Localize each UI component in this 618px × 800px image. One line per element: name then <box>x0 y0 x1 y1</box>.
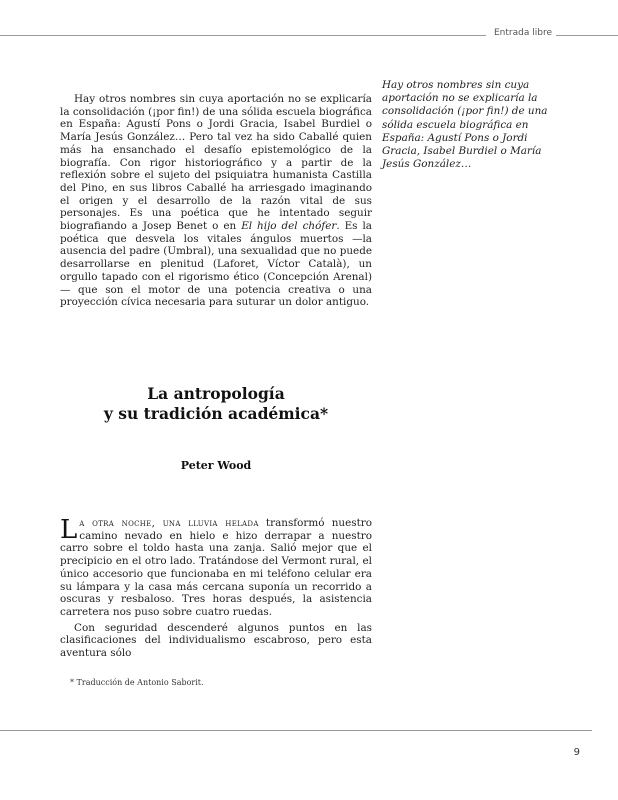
page-number: 9 <box>573 747 580 758</box>
pull-quote: Hay otros nombres sin cuya aportación no se explicaría la consolidación (¡por fin!) de una sólida escuela biográfica en España: Agustí Pons o Jordi Gracia, Isabel Burdiel o María Jesús González… <box>382 79 548 171</box>
article-title-line-1: La antropología <box>147 384 285 403</box>
section-label: Entrada libre <box>494 28 552 38</box>
footnote: * Traducción de Antonio Saborit. <box>70 678 204 687</box>
book-title: El hijo del chófer <box>241 220 337 233</box>
article-paragraph-2: Con seguridad descenderé algunos puntos en las clasificaciones del individualismo escabroso, pero esta aventura sólo <box>60 621 372 660</box>
header-rule-right <box>556 35 618 36</box>
article-author: Peter Wood <box>180 459 252 472</box>
header-rule-left <box>0 35 486 36</box>
article-paragraph-1-text: transformó nuestro camino nevado en hielo e hizo derrapar a nuestro carro sobre el toldo hasta una zanja. Salió mejor que el precipicio en el otro lado. Tratándose del Vermont rural, el único accesorio que funcionaba en mi teléfono celular era su lámpara y la casa más cercana suponía un recorrido a oscuras y resbaloso. Tres horas después, la asistencia carretera nos puso sobre cuatro ruedas. <box>60 517 372 618</box>
article-title <box>60 384 372 424</box>
footer-rule <box>0 730 592 731</box>
article-body <box>60 517 372 660</box>
intro-text-before: Hay otros nombres sin cuya aportación no se explicaría la consolidación (¡por fin!) de una sólida escuela biográfica en España: Agustí Pons o Jordi Gracia, Isabel Burdiel o María Jesús González… Pero tal vez ha sido Caballé quien más ha ensanchado el desafío epistemológico de la biografía. Con rigor historiográfico y a partir de la reflexión sobre el sujeto del psiquiatra humanista Castilla del Pino, en sus libros Caballé ha arriesgado imaginando el origen y el desarrollo de la razón vital de sus personajes. Es una poética que he intentado seguir biografiando a Josep Benet o en <box>60 93 372 233</box>
article-paragraph-1 <box>60 517 372 619</box>
opening-smallcaps: a otra noche, una lluvia helada <box>79 517 259 529</box>
intro-paragraph <box>60 93 372 309</box>
intro-text-after: . Es la poética que desvela los vitales ángulos muertos —la ausencia del padre (Umbral), una sexualidad que no puede desarrollarse en plenitud (Laforet, Víctor Català), un orgullo tapado con el rigorismo ético (Concepción Arenal)— que son el motor de una potencia creativa o una proyección cívica necesaria para suturar un dolor antiguo. <box>60 220 372 309</box>
article-title-line-2: y su tradición académica* <box>103 404 329 423</box>
drop-cap: L <box>60 515 78 545</box>
